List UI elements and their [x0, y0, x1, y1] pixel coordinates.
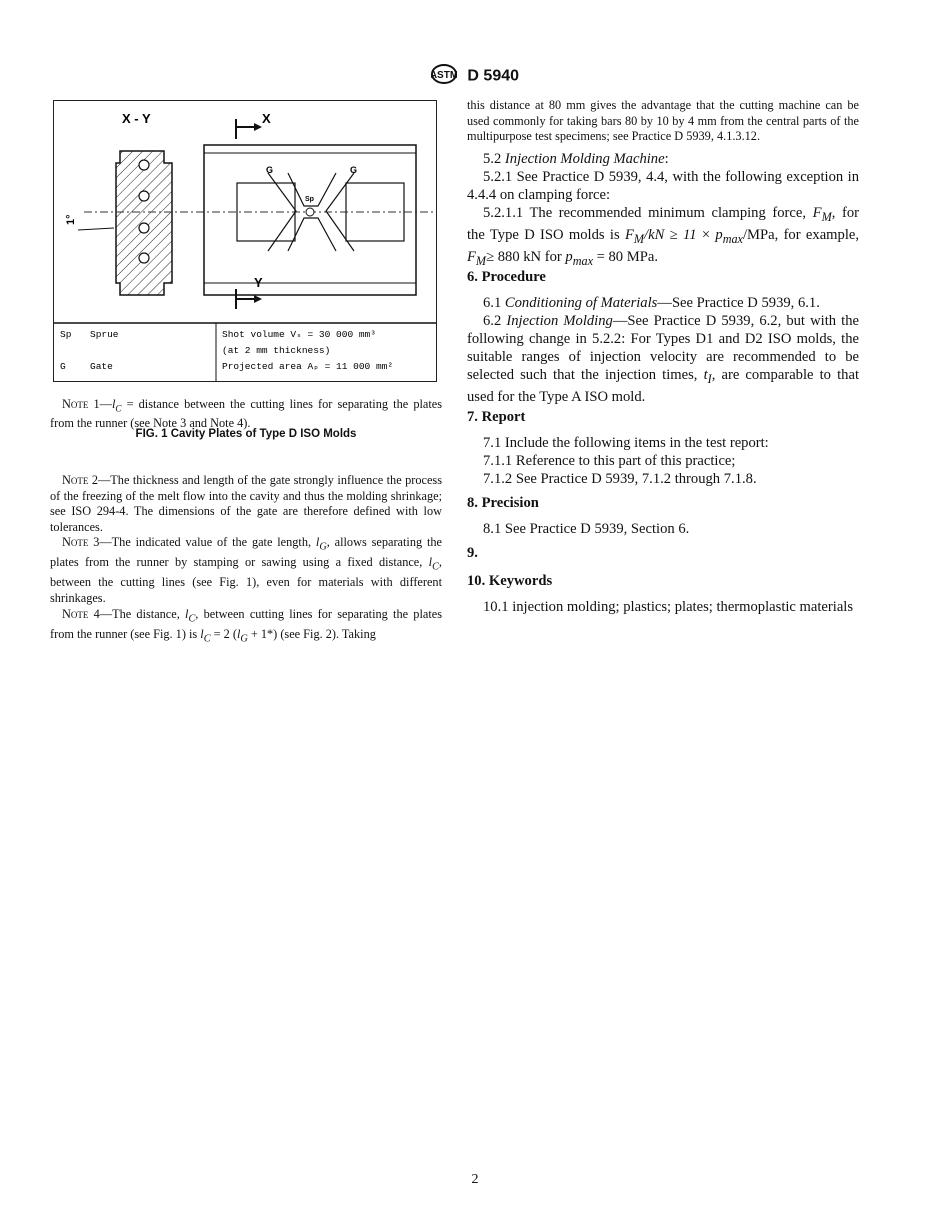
para-7-1: 7.1 Include the following items in the test report: [483, 435, 769, 451]
table-row-1-desc: (at 2 mm thickness) [222, 345, 331, 356]
para-8-1: 8.1 See Practice D 5939, Section 6. [483, 521, 690, 537]
para-10-1: 10.1 injection molding; plastics; plates; thermoplastic materials [483, 599, 854, 615]
heading-9: 9. [467, 545, 478, 561]
marker-x: X [262, 111, 271, 126]
table-row-0-name: Sprue [90, 329, 119, 340]
table-row-0-desc: Shot volume Vₛ = 30 000 mm³ [222, 329, 376, 340]
table-row-0-code: Sp [60, 329, 72, 340]
para-7-1-1: 7.1.1 Reference to this part of this practice; [483, 453, 736, 469]
para-5-2-1-1: 5.2.1.1 The recommended minimum clamping force, $F_M$, for the Type D ISO molds is $F_M/kN \ge 11 \times p_{max}/MPa$, for example, $F_M\ge 880$ kN for $p_{max} = 80$ MPa. [467, 205, 859, 268]
para-6-2: 6.2 Injection Molding—See Practice D 5939, 6.2, but with the following change in 5.2.2: For Types D1 and D2 ISO molds, the suitable ranges of injection velocity are recommended to be selected such that the injection times, $t_I$, are comparable to that used for the Type A ISO mold. [467, 313, 859, 405]
figure-note-1: Note $1—l_C$ = distance between the cutting lines for separating the plates from the runner (see Note 3 and Note 4). [50, 397, 442, 431]
notes-block [50, 473, 442, 647]
svg-text:ASTM: ASTM [430, 70, 457, 81]
angle-line [78, 228, 114, 230]
angle-label: 1° [65, 214, 77, 225]
sprue-mark: Sp [305, 196, 314, 203]
gate-right-label: G [350, 165, 358, 175]
marker-y: Y [254, 275, 263, 290]
para-7-1-2: 7.1.2 See Practice D 5939, 7.1.2 through 7.1.8. [483, 471, 757, 487]
section-5-2 [467, 150, 859, 270]
table-row-2-code: G [60, 361, 66, 372]
section-label: X - Y [122, 111, 151, 126]
figure-caption: FIG. 1 Cavity Plates of Type D ISO Molds [135, 428, 357, 440]
para-5-2: 5.2 Injection Molding Machine: [483, 151, 669, 167]
note-2: Note 2—The thickness and length of the gate strongly influence the process of the freezing of the melt flow into the cavity and thus the molding shrinkage; see ISO 294-4. The dimensions of the gate are therefore defined with low tolerances. [50, 473, 442, 534]
heading-procedure: 6. Procedure [467, 269, 546, 285]
astm-logo-icon [431, 64, 457, 89]
section-8 [467, 494, 859, 538]
table-row-2-desc: Projected area Aₚ = 11 000 mm² [222, 361, 394, 372]
para-6-1: 6.1 Conditioning of Materials—See Practice D 5939, 6.1. [483, 295, 820, 311]
section-10 [467, 572, 859, 616]
section-9 [467, 544, 859, 562]
note-3: Note 3—The indicated value of the gate length, $l_G$, allows separating the plates from the runner by stamping or sawing using a fixed distance, $l_C$, between the cutting lines (see Fig. 1), even for materials with different shrinkages. [50, 535, 442, 606]
heading-report: 7. Report [467, 409, 526, 425]
page-header [0, 64, 950, 89]
standard-designation: D 5940 [467, 67, 520, 85]
heading-precision: 8. Precision [467, 495, 539, 511]
heading-keywords: 10. Keywords [467, 573, 553, 589]
gate-left-label: G [266, 165, 274, 175]
page-number: 2 [471, 1172, 479, 1187]
section-6 [467, 268, 859, 406]
figure-cavity-plates [53, 100, 437, 382]
section-7 [467, 408, 859, 488]
table-row-2-name: Gate [90, 361, 113, 372]
figure-drawing [54, 101, 436, 381]
para-5-2-1: 5.2.1 See Practice D 5939, 4.4, with the following exception in 4.4.4 on clamping force: [467, 169, 859, 203]
mold-plate [204, 145, 416, 295]
note-4: Note 4—The distance, $l_C$, between cutting lines for separating the plates from the runner (see Fig. 1) is $l_C = 2$ $(l_G + 1*)$ (see Fig. 2). Taking [50, 606, 442, 645]
note-4-continuation: this distance at 80 mm gives the advantage that the cutting machine can be used commonly for taking bars 80 by 10 by 4 mm from the central parts of the multipurpose test specimens; see Practice D 5939, 4.1.3.12. [467, 98, 859, 144]
